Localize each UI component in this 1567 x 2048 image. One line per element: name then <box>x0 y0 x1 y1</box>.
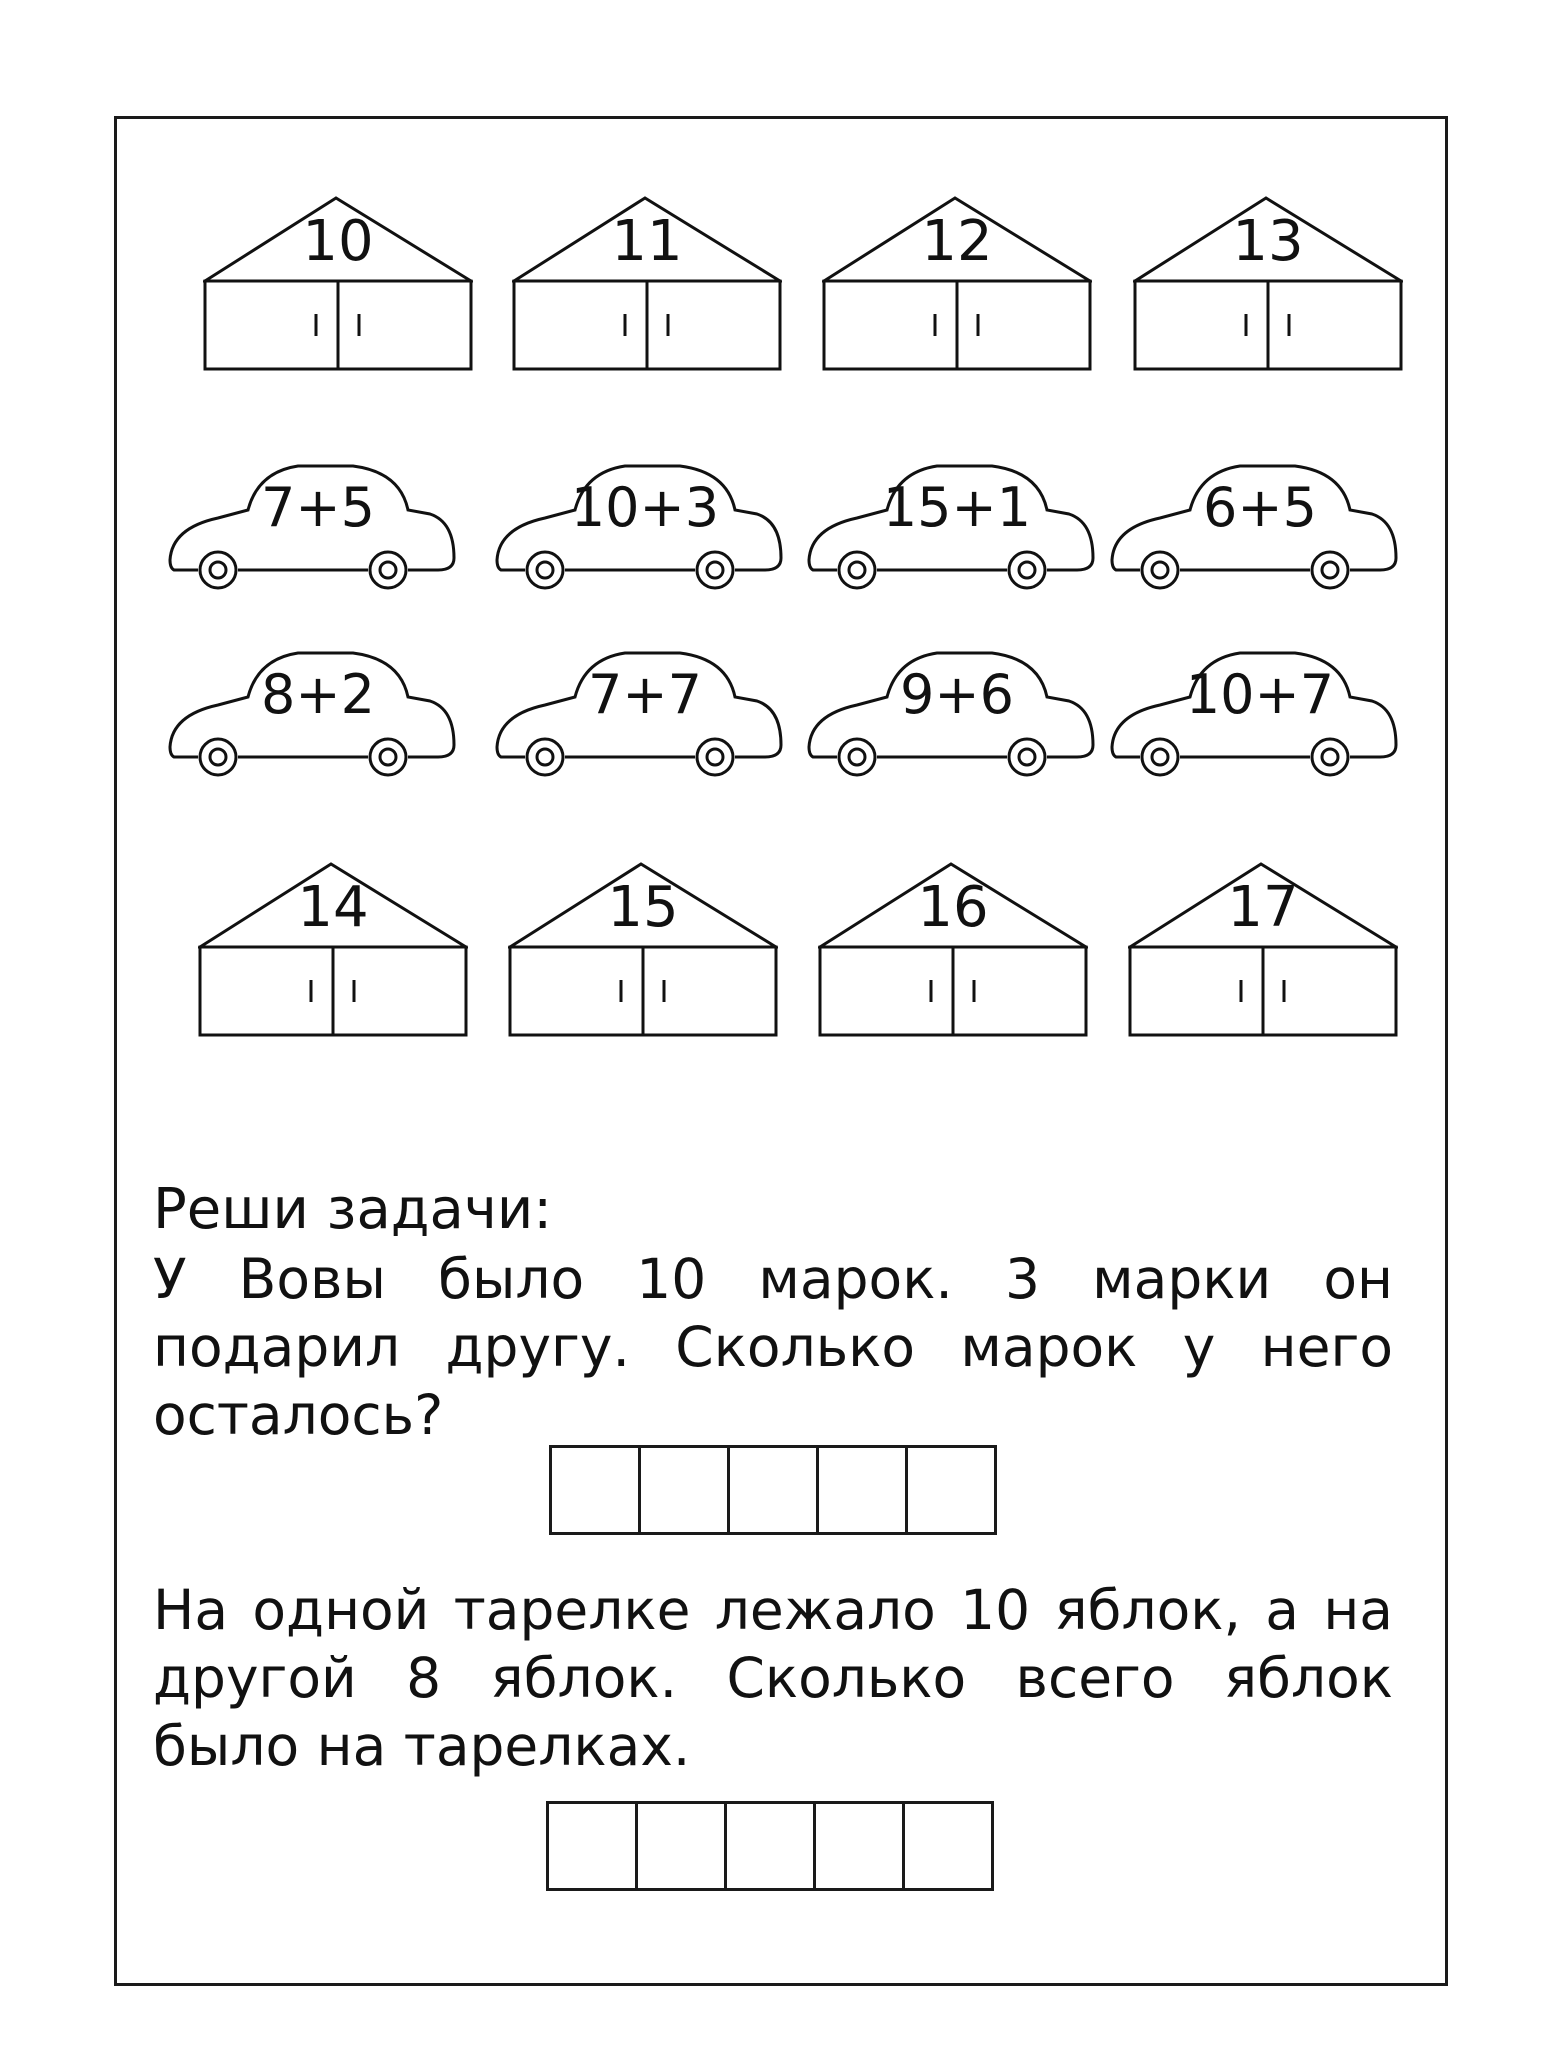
house-10 <box>203 196 473 386</box>
house-number: 11 <box>611 209 683 274</box>
car-expression <box>1110 460 1400 600</box>
answer-cell[interactable] <box>905 1448 994 1532</box>
house-17 <box>1128 862 1398 1052</box>
car-expression <box>168 460 458 600</box>
car-expression-label: 15+1 <box>882 476 1032 539</box>
house-number: 13 <box>1232 209 1304 274</box>
answer-cell[interactable] <box>816 1448 905 1532</box>
answer-cell[interactable] <box>724 1804 813 1888</box>
car-expression <box>807 460 1097 600</box>
problem-2-text: На одной тарелке лежало 10 яблок, а на другой 8 яблок. Сколько всего яблок было на тарелках. <box>153 1578 1393 1778</box>
car-expression <box>807 647 1097 787</box>
house-number: 14 <box>297 875 369 940</box>
problem-1-text: У Вовы было 10 марок. 3 марки он подарил другу. Сколько марок у него осталось? <box>153 1247 1393 1447</box>
tasks-heading: Реши задачи: <box>153 1177 553 1242</box>
house-13 <box>1133 196 1403 386</box>
house-16 <box>818 862 1088 1052</box>
car-expression-label: 7+7 <box>588 663 702 726</box>
car-expression-label: 6+5 <box>1203 476 1317 539</box>
car-expression-label: 10+3 <box>570 476 720 539</box>
answer-cell[interactable] <box>549 1804 635 1888</box>
answer-cell[interactable] <box>635 1804 724 1888</box>
house-number: 16 <box>917 875 989 940</box>
house-number: 17 <box>1227 875 1299 940</box>
car-expression <box>495 460 785 600</box>
house-number: 10 <box>302 209 374 274</box>
car-expression <box>168 647 458 787</box>
answer-cell[interactable] <box>552 1448 638 1532</box>
car-expression <box>1110 647 1400 787</box>
car-expression-label: 7+5 <box>261 476 375 539</box>
house-number: 12 <box>921 209 993 274</box>
answer-cell[interactable] <box>813 1804 902 1888</box>
house-12 <box>822 196 1092 386</box>
house-number: 15 <box>607 875 679 940</box>
car-expression <box>495 647 785 787</box>
answer-cell[interactable] <box>727 1448 816 1532</box>
answer-cell[interactable] <box>638 1448 727 1532</box>
house-11 <box>512 196 782 386</box>
house-15 <box>508 862 778 1052</box>
car-expression-label: 10+7 <box>1185 663 1335 726</box>
car-expression-label: 8+2 <box>261 663 375 726</box>
answer-cell[interactable] <box>902 1804 991 1888</box>
answer-boxes-1[interactable] <box>549 1445 997 1535</box>
car-expression-label: 9+6 <box>900 663 1014 726</box>
house-14 <box>198 862 468 1052</box>
answer-boxes-2[interactable] <box>546 1801 994 1891</box>
